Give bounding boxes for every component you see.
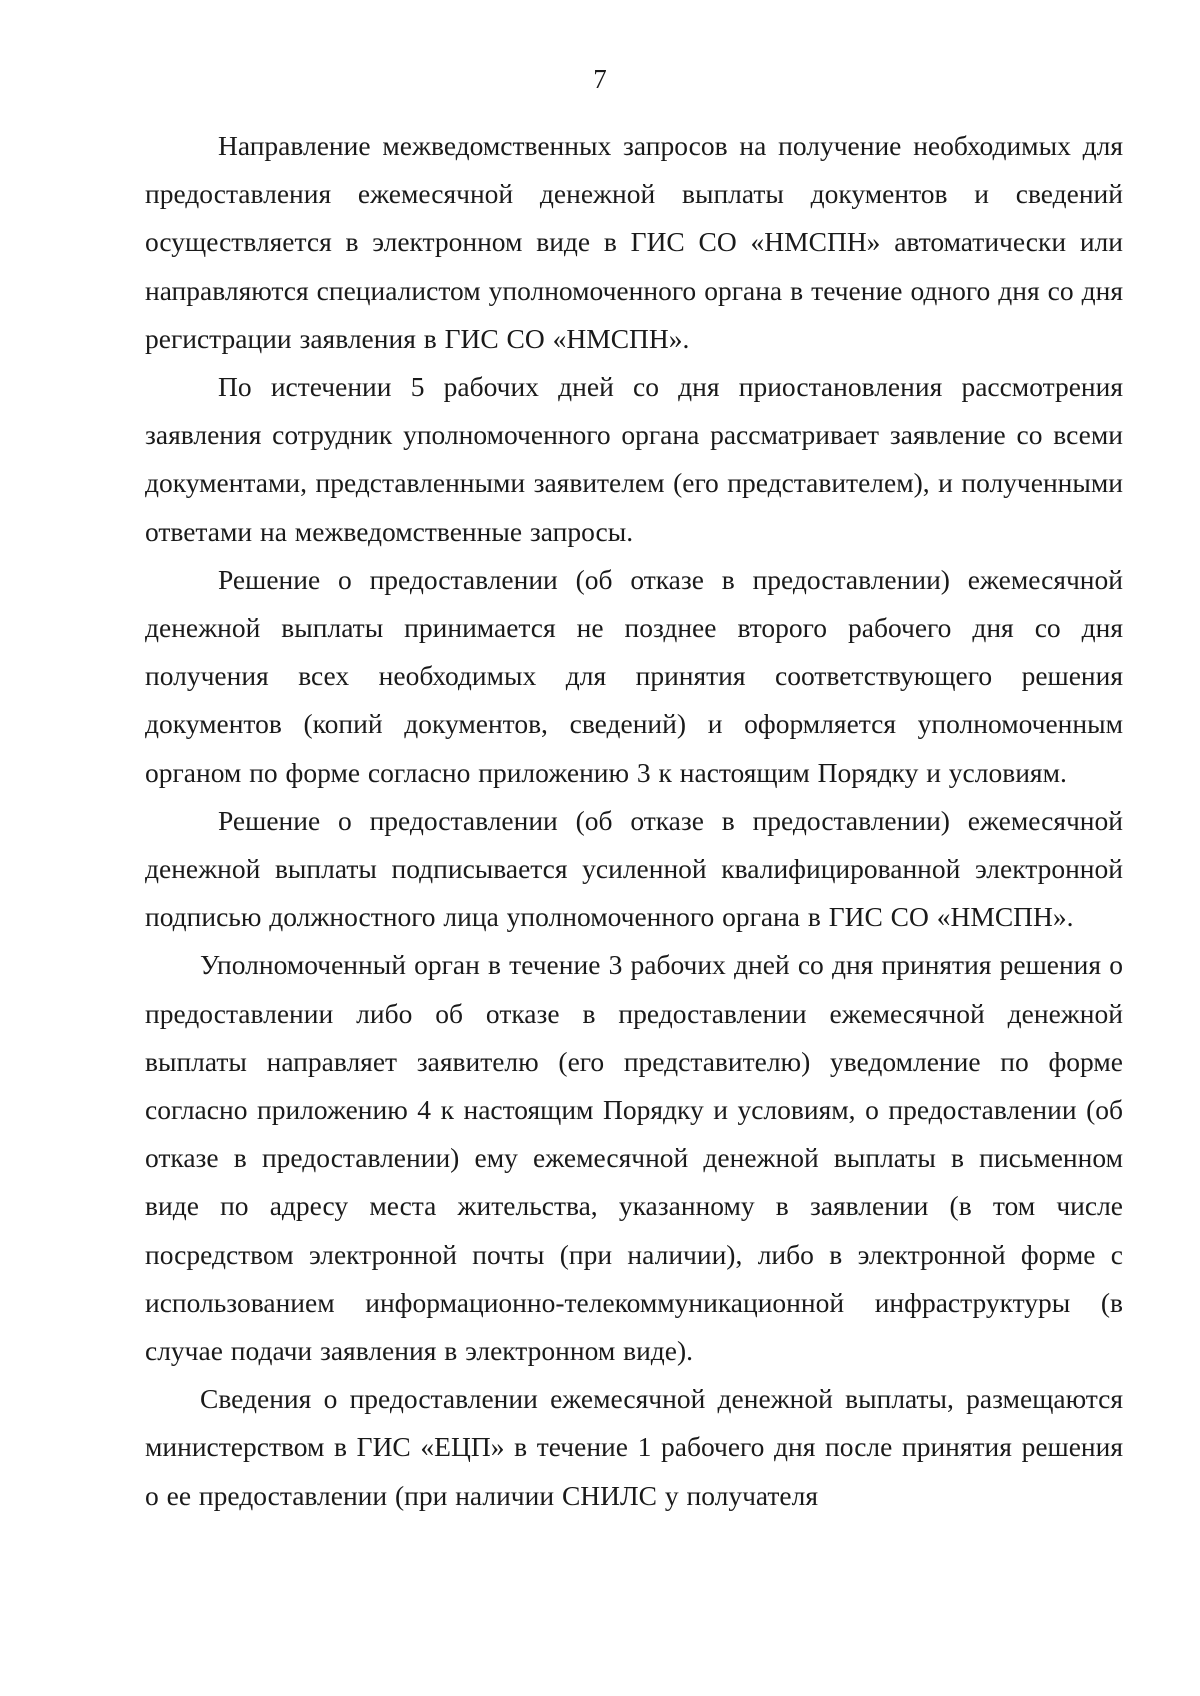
page-number: 7 (593, 64, 607, 94)
paragraph-decision-signature: Решение о предоставлении (об отказе в предоставлении) ежемесячной денежной выплаты подписывается усиленной квалифицированной электронной подписью должностного лица уполномоченного органа в ГИС СО «НМСПН». (145, 804, 1123, 933)
document-body (145, 122, 1123, 1520)
paragraph-interdepartmental-requests: Направление межведомственных запросов на получение необходимых для предоставления ежемесячной денежной выплаты документов и сведений осуществляется в электронном виде в ГИС СО «НМСПН» автоматически или направляются специалистом уполномоченного органа в течение одного дня со дня регистрации заявления в ГИС СО «НМСПН». (145, 130, 1123, 354)
paragraph-decision-deadline: Решение о предоставлении (об отказе в предоставлении) ежемесячной денежной выплаты принимается не позднее второго рабочего дня со дня получения всех необходимых для принятия соответствующего решения документов (копий документов, сведений) и оформляется уполномоченным органом по форме согласно приложению 3 к настоящим Порядку и условиям. (145, 563, 1123, 788)
paragraph-applicant-notification: Уполномоченный орган в течение 3 рабочих дней со дня принятия решения о предоставлении либо об отказе в предоставлении ежемесячной денежной выплаты направляет заявителю (его представителю) уведомление по форме согласно приложению 4 к настоящим Порядку и условиям, о предоставлении (об отказе в предоставлении) ему ежемесячной денежной выплаты в письменном виде по адресу места жительства, указанному в заявлении (в том числе посредством электронной почты (при наличии), либо в электронной форме с использованием информационно-телекоммуникационной инфраструктуры (в случае подачи заявления в электронном виде). (145, 949, 1123, 1367)
paragraph-review-after-suspension: По истечении 5 рабочих дней со дня приостановления рассмотрения заявления сотрудник уполномоченного органа рассматривает заявление со всеми документами, представленными заявителем (его представителем), и полученными ответами на межведомственные запросы. (145, 371, 1123, 547)
paragraph-ecp-publication: Сведения о предоставлении ежемесячной денежной выплаты, размещаются министерством в ГИС «ЕЦП» в течение 1 рабочего дня после принятия решения о ее предоставлении (при наличии СНИЛС у получателя (145, 1383, 1123, 1511)
